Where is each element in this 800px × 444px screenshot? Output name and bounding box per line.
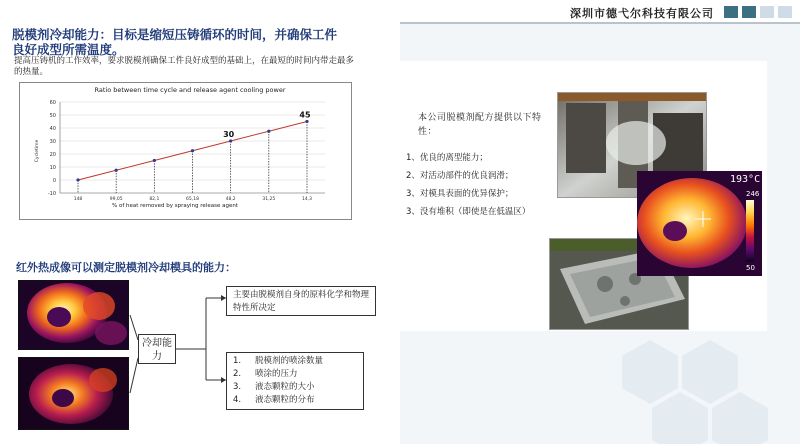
temperature-scale-bar (746, 200, 754, 262)
feature-item: 3、对模具表面的优异保护； (406, 189, 514, 199)
chart-x-tick-label: 14,3 (301, 197, 313, 202)
scale-min-label: 50 (746, 264, 755, 272)
cooling-capacity-heading: 脱模剂冷却能力：目标是缩短压铸循环的时间，并确保工件良好成型所需温度。 (12, 27, 338, 57)
infrared-heading: 红外热成像可以测定脱模剂冷却模具的能力： (16, 261, 236, 274)
chart-data-label: 30 (223, 130, 235, 139)
chart-data-label: 45 (299, 110, 311, 120)
chart-title: Ratio between time cycle and release agent cooling power (94, 86, 286, 94)
chart-y-tick-label: 30 (49, 139, 56, 145)
background-pattern (500, 330, 800, 444)
temperature-readout: 193°C (730, 174, 761, 185)
company-name: 深圳市德弋尔科技有限公司 (570, 7, 714, 20)
chart-x-tick-label: 48,2 (225, 197, 236, 202)
factor-row: 4. 液态颗粒的分布 (233, 395, 315, 405)
right-page (400, 0, 800, 444)
chart-x-tick-label: 99,05 (109, 197, 123, 202)
company-header (400, 0, 800, 24)
factor-row: 2. 喷涂的压力 (233, 369, 298, 379)
feature-item: 3、没有堆积（即使是在低温区） (406, 207, 531, 217)
chart-x-axis-label: % of heat removed by spraying release agent (112, 203, 238, 209)
chart-y-tick-label: 40 (49, 126, 56, 132)
chart-y-tick-label: 50 (49, 113, 56, 119)
efficiency-description: 提高压铸机的工作效率，要求脱模剂确保工件良好成型的基础上，在最短的时间内带走最多的热量。 (14, 56, 355, 77)
factor-row: 3. 液态颗粒的大小 (233, 382, 315, 392)
header-decoration (724, 4, 794, 20)
chart-y-axis-label: Cycletime (35, 139, 40, 163)
chart-x-tick-label: 148 (73, 197, 83, 202)
chart-y-tick-label: 10 (49, 165, 56, 171)
mold-thermal-graphic (637, 171, 762, 276)
feature-item: 2、对活动部件的优良润滑； (406, 171, 514, 181)
feature-item: 1、优良的离型能力； (406, 153, 488, 163)
features-intro: 本公司脱模剂配方提供以下特性： (418, 113, 542, 137)
raw-material-box: 主要由脱模剂自身的原料化学和物理特性所决定 (226, 286, 376, 316)
cooling-capacity-box: 冷却能力 (138, 334, 176, 364)
chart-y-tick-label: 20 (49, 152, 56, 158)
chart-x-tick-label: 65,18 (186, 197, 199, 202)
chart-x-tick-label: 31,25 (262, 197, 276, 202)
chart-y-tick-label: 0 (52, 178, 56, 184)
mold-thermal-photo (637, 171, 762, 276)
factor-row: 1. 脱模剂的喷涂数量 (233, 356, 324, 366)
chart-y-tick-label: -10 (47, 191, 56, 197)
scale-max-label: 246 (746, 190, 760, 198)
chart-x-tick-label: 82,1 (149, 197, 160, 202)
chart-y-tick-label: 60 (49, 100, 56, 106)
